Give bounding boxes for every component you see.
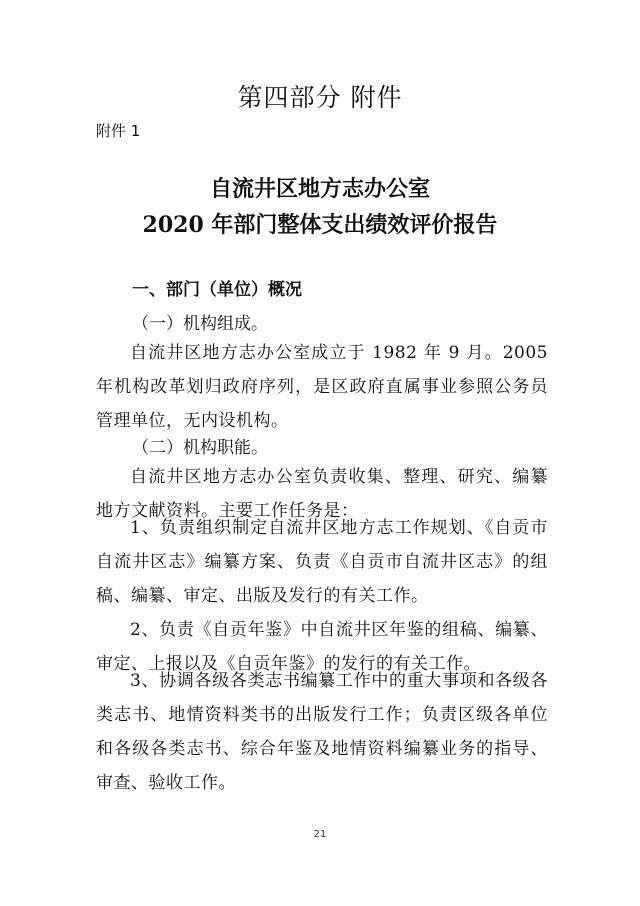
page-number: 21 [313,829,327,840]
paragraph-functions-intro: 自流井区地方志办公室负责收集、整理、研究、编纂地方文献资料。主要工作任务是： [96,467,548,521]
list-item-task-2: 2、负责《自贡年鉴》中自流井区年鉴的组稿、编纂、审定、上报以及《自贡年鉴》的发行的有关工作。 [96,620,548,674]
subsection-heading-1: （一）机构组成。 [132,314,268,334]
report-title-line-2: 2020 年部门整体支出绩效评价报告 [142,212,498,238]
annex-label: 附件 1 [96,122,141,140]
list-item-task-1: 1、负责组织制定自流井区地方志工作规划、《自贡市自流井区志》编纂方案、负责《自贡市自流井区志》的组稿、编纂、审定、出版及发行的有关工作。 [96,518,548,606]
part-title: 第四部分 附件 [237,83,403,112]
subsection-heading-2: （二）机构职能。 [132,438,268,458]
section-heading: 一、部门（单位）概况 [132,280,302,300]
report-title-line-1: 自流井区地方志办公室 [209,176,430,202]
list-item-task-3: 3、协调各级各类志书编纂工作中的重大事项和各级各类志书、地情资料类书的出版发行工作；负责区级各单位和各级各类志书、综合年鉴及地情资料编纂业务的指导、审查、验收工作。 [96,671,548,793]
paragraph-org-overview: 自流井区地方志办公室成立于 1982 年 9 月。2005 年机构改革划归政府序列，是区政府直属事业参照公务员管理单位，无内设机构。 [96,343,548,431]
